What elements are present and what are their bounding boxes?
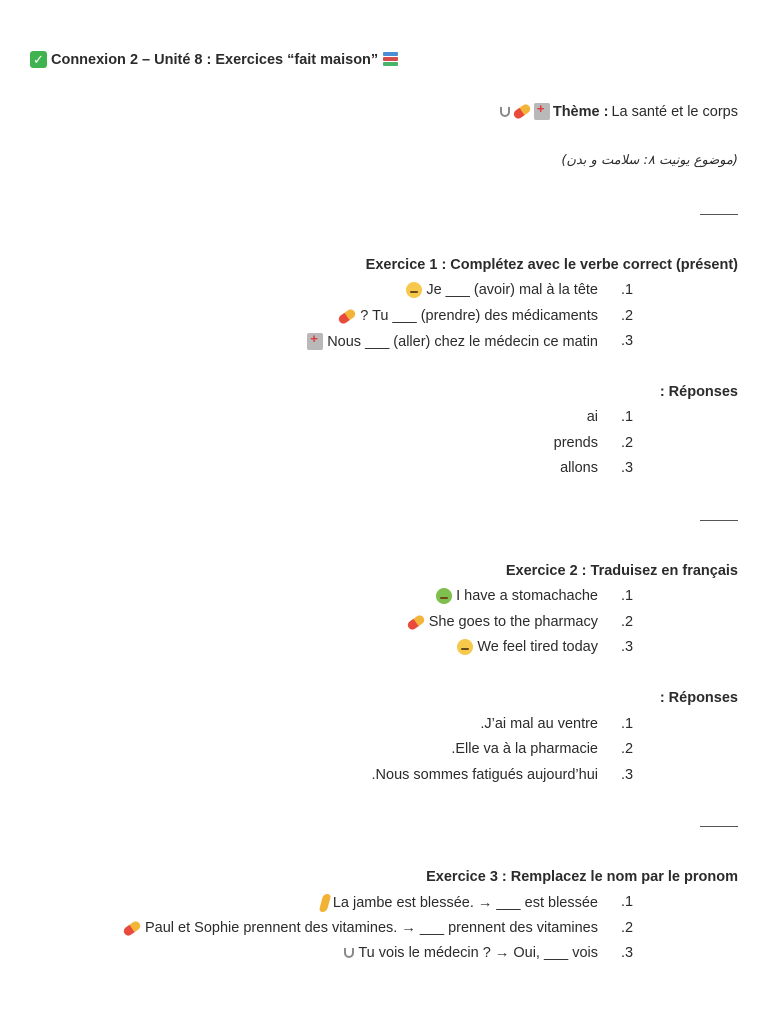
check-mark-icon: ✓ [30,51,47,68]
answers-heading: : Réponses [659,690,738,706]
item-text: Je ___ (avoir) mal à la tête [426,282,598,298]
item-number: .2 [621,435,634,451]
item-text: She goes to the pharmacy [428,614,598,630]
item-number: .3 [621,639,634,655]
item-text: Tu vois le médecin ? → Oui, ___ vois [358,945,598,961]
answer-text: .Nous sommes fatigués aujourd’hui [371,767,598,783]
item-number: .2 [621,741,634,757]
theme-value: La santé et le corps [611,103,738,120]
item-number: .2 [621,308,634,324]
item-number: .2 [621,614,634,630]
item-text: La jambe est blessée. → ___ est blessée [332,895,598,911]
title-text: Connexion 2 – Unité 8 : Exercices “fait maison” [51,51,379,68]
divider [700,214,738,215]
divider [700,520,738,521]
answer-text: ai [586,409,598,425]
pill-icon [512,103,532,121]
item-number: .3 [621,460,634,476]
exercise-3-heading: Exercice 3 : Remplacez le nom par le pronom [426,869,738,885]
sleepy-face-icon [457,639,473,655]
item-text: Nous ___ (aller) chez le médecin ce matin [327,333,598,350]
answer-text: prends [553,435,598,451]
pill-icon [122,919,142,937]
theme-label: Thème : [552,103,609,120]
pill-icon [406,613,426,631]
page-title [30,51,399,68]
divider [700,826,738,827]
exercise-2-heading: Exercice 2 : Traduisez en français [505,563,738,579]
item-number: .1 [621,588,634,604]
item-number: .2 [621,920,634,936]
leg-icon [318,894,331,912]
item-number: .1 [621,282,634,298]
pill-icon [337,307,357,325]
stethoscope-icon [500,107,510,117]
answer-text: allons [560,460,598,476]
hospital-icon [534,103,550,120]
item-number: .1 [621,894,634,910]
item-number: .3 [621,945,634,961]
persian-note: (موضوع یونیت ۸: سلامت و بدن) [561,153,738,168]
answer-text: .J’ai mal au ventre [480,716,598,732]
theme-line [500,103,738,120]
item-number: .3 [621,767,634,783]
item-text: I have a stomachache [456,588,598,604]
books-icon [382,52,399,67]
item-text: We feel tired today [477,639,598,655]
item-number: .1 [621,716,634,732]
hospital-icon [307,333,323,350]
item-text: ? Tu ___ (prendre) des médicaments [360,308,598,324]
answers-heading: : Réponses [659,384,738,400]
nauseated-face-icon [436,588,452,604]
injured-face-icon [406,282,422,298]
exercise-1-heading: Exercice 1 : Complétez avec le verbe correct (présent) [365,257,738,273]
item-number: .3 [621,333,634,349]
item-number: .1 [621,409,634,425]
stethoscope-icon [344,948,354,958]
answer-text: .Elle va à la pharmacie [451,741,598,757]
item-text: Paul et Sophie prennent des vitamines. → ___ prennent des vitamines [145,920,598,936]
